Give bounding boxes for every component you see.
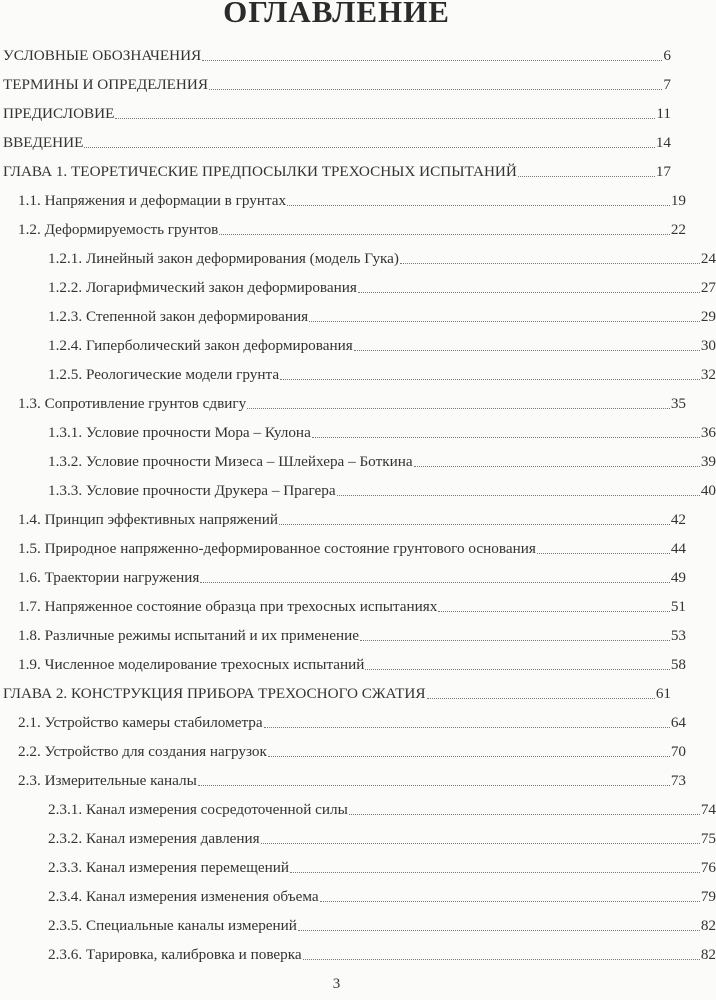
toc-entry-title: 2.3. Измерительные каналы (18, 772, 197, 789)
dot-leader (414, 466, 700, 467)
toc-entry-title: 1.3. Сопротивление грунтов сдвигу (18, 395, 247, 412)
toc-entry-page: 19 (670, 192, 686, 209)
toc-entry (0, 942, 716, 964)
toc-entry-page: 17 (655, 163, 671, 180)
toc-entry-page: 24 (700, 250, 716, 267)
toc-entry-title: 1.8. Различные режимы испытаний и их применение (18, 627, 359, 644)
dot-leader (202, 60, 662, 61)
dot-leader (209, 89, 662, 90)
dot-leader (358, 292, 700, 293)
toc-entry-title: 2.3.4. Канал измерения изменения объема (48, 888, 319, 905)
toc-entry-title: 1.4. Принцип эффективных напряжений (18, 511, 278, 528)
toc-entry-page: 14 (655, 134, 671, 151)
toc-entry-title: ГЛАВА 2. КОНСТРУКЦИЯ ПРИБОРА ТРЕХОСНОГО СЖАТИЯ (3, 685, 426, 702)
toc-entry-title: 2.3.2. Канал измерения давления (48, 830, 260, 847)
toc-entry (0, 275, 716, 297)
toc-entry (0, 101, 671, 123)
toc-entry-page: 36 (700, 424, 716, 441)
dot-leader (84, 147, 654, 148)
dot-leader (298, 930, 700, 931)
toc-entry-title: 2.3.3. Канал измерения перемещений (48, 859, 290, 876)
dot-leader (349, 814, 700, 815)
toc-entry (0, 217, 686, 239)
toc-entry (0, 565, 686, 587)
toc-entry (0, 420, 716, 442)
toc-entry-page: 49 (670, 569, 686, 586)
toc-entry-page: 82 (700, 946, 716, 963)
toc-entry (0, 391, 686, 413)
dot-leader (537, 553, 670, 554)
toc-entry-title: 2.3.6. Тарировка, калибровка и поверка (48, 946, 302, 963)
toc-entry-page: 64 (670, 714, 686, 731)
toc-entry (0, 913, 716, 935)
dot-leader (309, 321, 700, 322)
toc-entry (0, 159, 671, 181)
page-number: 3 (332, 976, 341, 992)
toc-entry (0, 768, 686, 790)
toc-entry-page: 32 (700, 366, 716, 383)
toc-entry-page: 75 (700, 830, 716, 847)
toc-entry-title: 1.3.2. Условие прочности Мизеса – Шлейхера – Боткина (48, 453, 413, 470)
toc-entry-page: 22 (670, 221, 686, 238)
toc-entry (0, 449, 716, 471)
toc-entry-page: 40 (700, 482, 716, 499)
toc-entry (0, 333, 716, 355)
dot-leader (290, 872, 700, 873)
toc-entry (0, 188, 686, 210)
toc-entry-title: ТЕРМИНЫ И ОПРЕДЕЛЕНИЯ (3, 76, 208, 93)
toc-entry-page: 73 (670, 772, 686, 789)
dot-leader (354, 350, 700, 351)
toc-entry-title: 1.2.1. Линейный закон деформирования (модель Гука) (48, 250, 399, 267)
toc-entry-page: 44 (670, 540, 686, 557)
toc-entry-title: 2.3.5. Специальные каналы измерений (48, 917, 297, 934)
toc-entry (0, 826, 716, 848)
toc-entry (0, 362, 716, 384)
toc-entry-page: 61 (655, 685, 671, 702)
toc-entry (0, 507, 686, 529)
toc-entry (0, 72, 671, 94)
dot-leader (247, 408, 670, 409)
dot-leader (198, 785, 670, 786)
toc-entry-title: 1.6. Траектории нагружения (18, 569, 200, 586)
dot-leader (320, 901, 700, 902)
toc-entry-page: 82 (700, 917, 716, 934)
dot-leader (337, 495, 700, 496)
toc-entry (0, 855, 716, 877)
toc-entry (0, 710, 686, 732)
toc-entry-page: 6 (663, 47, 671, 64)
dot-leader (312, 437, 700, 438)
toc-entry (0, 536, 686, 558)
dot-leader (219, 234, 669, 235)
toc-entry-page: 7 (663, 76, 671, 93)
toc-entry (0, 652, 686, 674)
toc-entry-page: 70 (670, 743, 686, 760)
toc-entry-page: 42 (670, 511, 686, 528)
toc-entry (0, 681, 671, 703)
toc-entry-title: 2.2. Устройство для создания нагрузок (18, 743, 267, 760)
dot-leader (427, 698, 655, 699)
toc-entry-title: 1.2.2. Логарифмический закон деформирования (48, 279, 357, 296)
toc-entry (0, 130, 671, 152)
dot-leader (115, 118, 655, 119)
toc-entry-page: 58 (670, 656, 686, 673)
toc-entry (0, 623, 686, 645)
toc-entry-page: 30 (700, 337, 716, 354)
toc-entry-page: 27 (700, 279, 716, 296)
toc-entry-page: 11 (656, 105, 671, 122)
toc-entry-page: 35 (670, 395, 686, 412)
toc-entry-page: 29 (700, 308, 716, 325)
page-title: ОГЛАВЛЕНИЕ (223, 0, 450, 29)
dot-leader (438, 611, 669, 612)
toc-entry-page: 74 (700, 801, 716, 818)
toc-entry (0, 797, 716, 819)
dot-leader (400, 263, 700, 264)
toc-entry (0, 246, 716, 268)
toc-entry-page: 39 (700, 453, 716, 470)
toc-entry (0, 43, 671, 65)
dot-leader (264, 727, 670, 728)
dot-leader (200, 582, 669, 583)
dot-leader (261, 843, 700, 844)
toc-entry-title: 1.7. Напряженное состояние образца при трехосных испытаниях (18, 598, 438, 615)
dot-leader (518, 176, 655, 177)
toc-entry-title: ГЛАВА 1. ТЕОРЕТИЧЕСКИЕ ПРЕДПОСЫЛКИ ТРЕХОСНЫХ ИСПЫТАНИЙ (3, 163, 517, 180)
toc-entry-title: 1.3.1. Условие прочности Мора – Кулона (48, 424, 311, 441)
toc-entry-title: 1.2.4. Гиперболический закон деформирования (48, 337, 353, 354)
toc-entry (0, 739, 686, 761)
dot-leader (360, 640, 670, 641)
toc-entry-page: 79 (700, 888, 716, 905)
toc-entry-title: УСЛОВНЫЕ ОБОЗНАЧЕНИЯ (3, 47, 202, 64)
toc-entry-title: 2.3.1. Канал измерения сосредоточенной силы (48, 801, 348, 818)
toc-entry-title: 1.3.3. Условие прочности Друкера – Прагера (48, 482, 336, 499)
toc-entry (0, 304, 716, 326)
toc-entry-title: 2.1. Устройство камеры стабилометра (18, 714, 263, 731)
dot-leader (303, 959, 700, 960)
toc-entry (0, 884, 716, 906)
toc-entry (0, 594, 686, 616)
toc-entry-page: 53 (670, 627, 686, 644)
toc-entry-title: 1.2. Деформируемость грунтов (18, 221, 219, 238)
toc-entry-page: 51 (670, 598, 686, 615)
toc-entry-title: ПРЕДИСЛОВИЕ (3, 105, 115, 122)
dot-leader (365, 669, 669, 670)
toc-entry (0, 478, 716, 500)
toc-entry-title: 1.9. Численное моделирование трехосных испытаний (18, 656, 365, 673)
dot-leader (287, 205, 670, 206)
toc-entry-page: 76 (700, 859, 716, 876)
toc-entry-title: ВВЕДЕНИЕ (3, 134, 84, 151)
dot-leader (280, 379, 700, 380)
toc-entry-title: 1.2.3. Степенной закон деформирования (48, 308, 309, 325)
toc-entry-title: 1.5. Природное напряженно-деформированное состояние грунтового основания (18, 540, 536, 557)
toc-entry-title: 1.2.5. Реологические модели грунта (48, 366, 280, 383)
dot-leader (268, 756, 670, 757)
toc-entry-title: 1.1. Напряжения и деформации в грунтах (18, 192, 287, 209)
dot-leader (279, 524, 670, 525)
